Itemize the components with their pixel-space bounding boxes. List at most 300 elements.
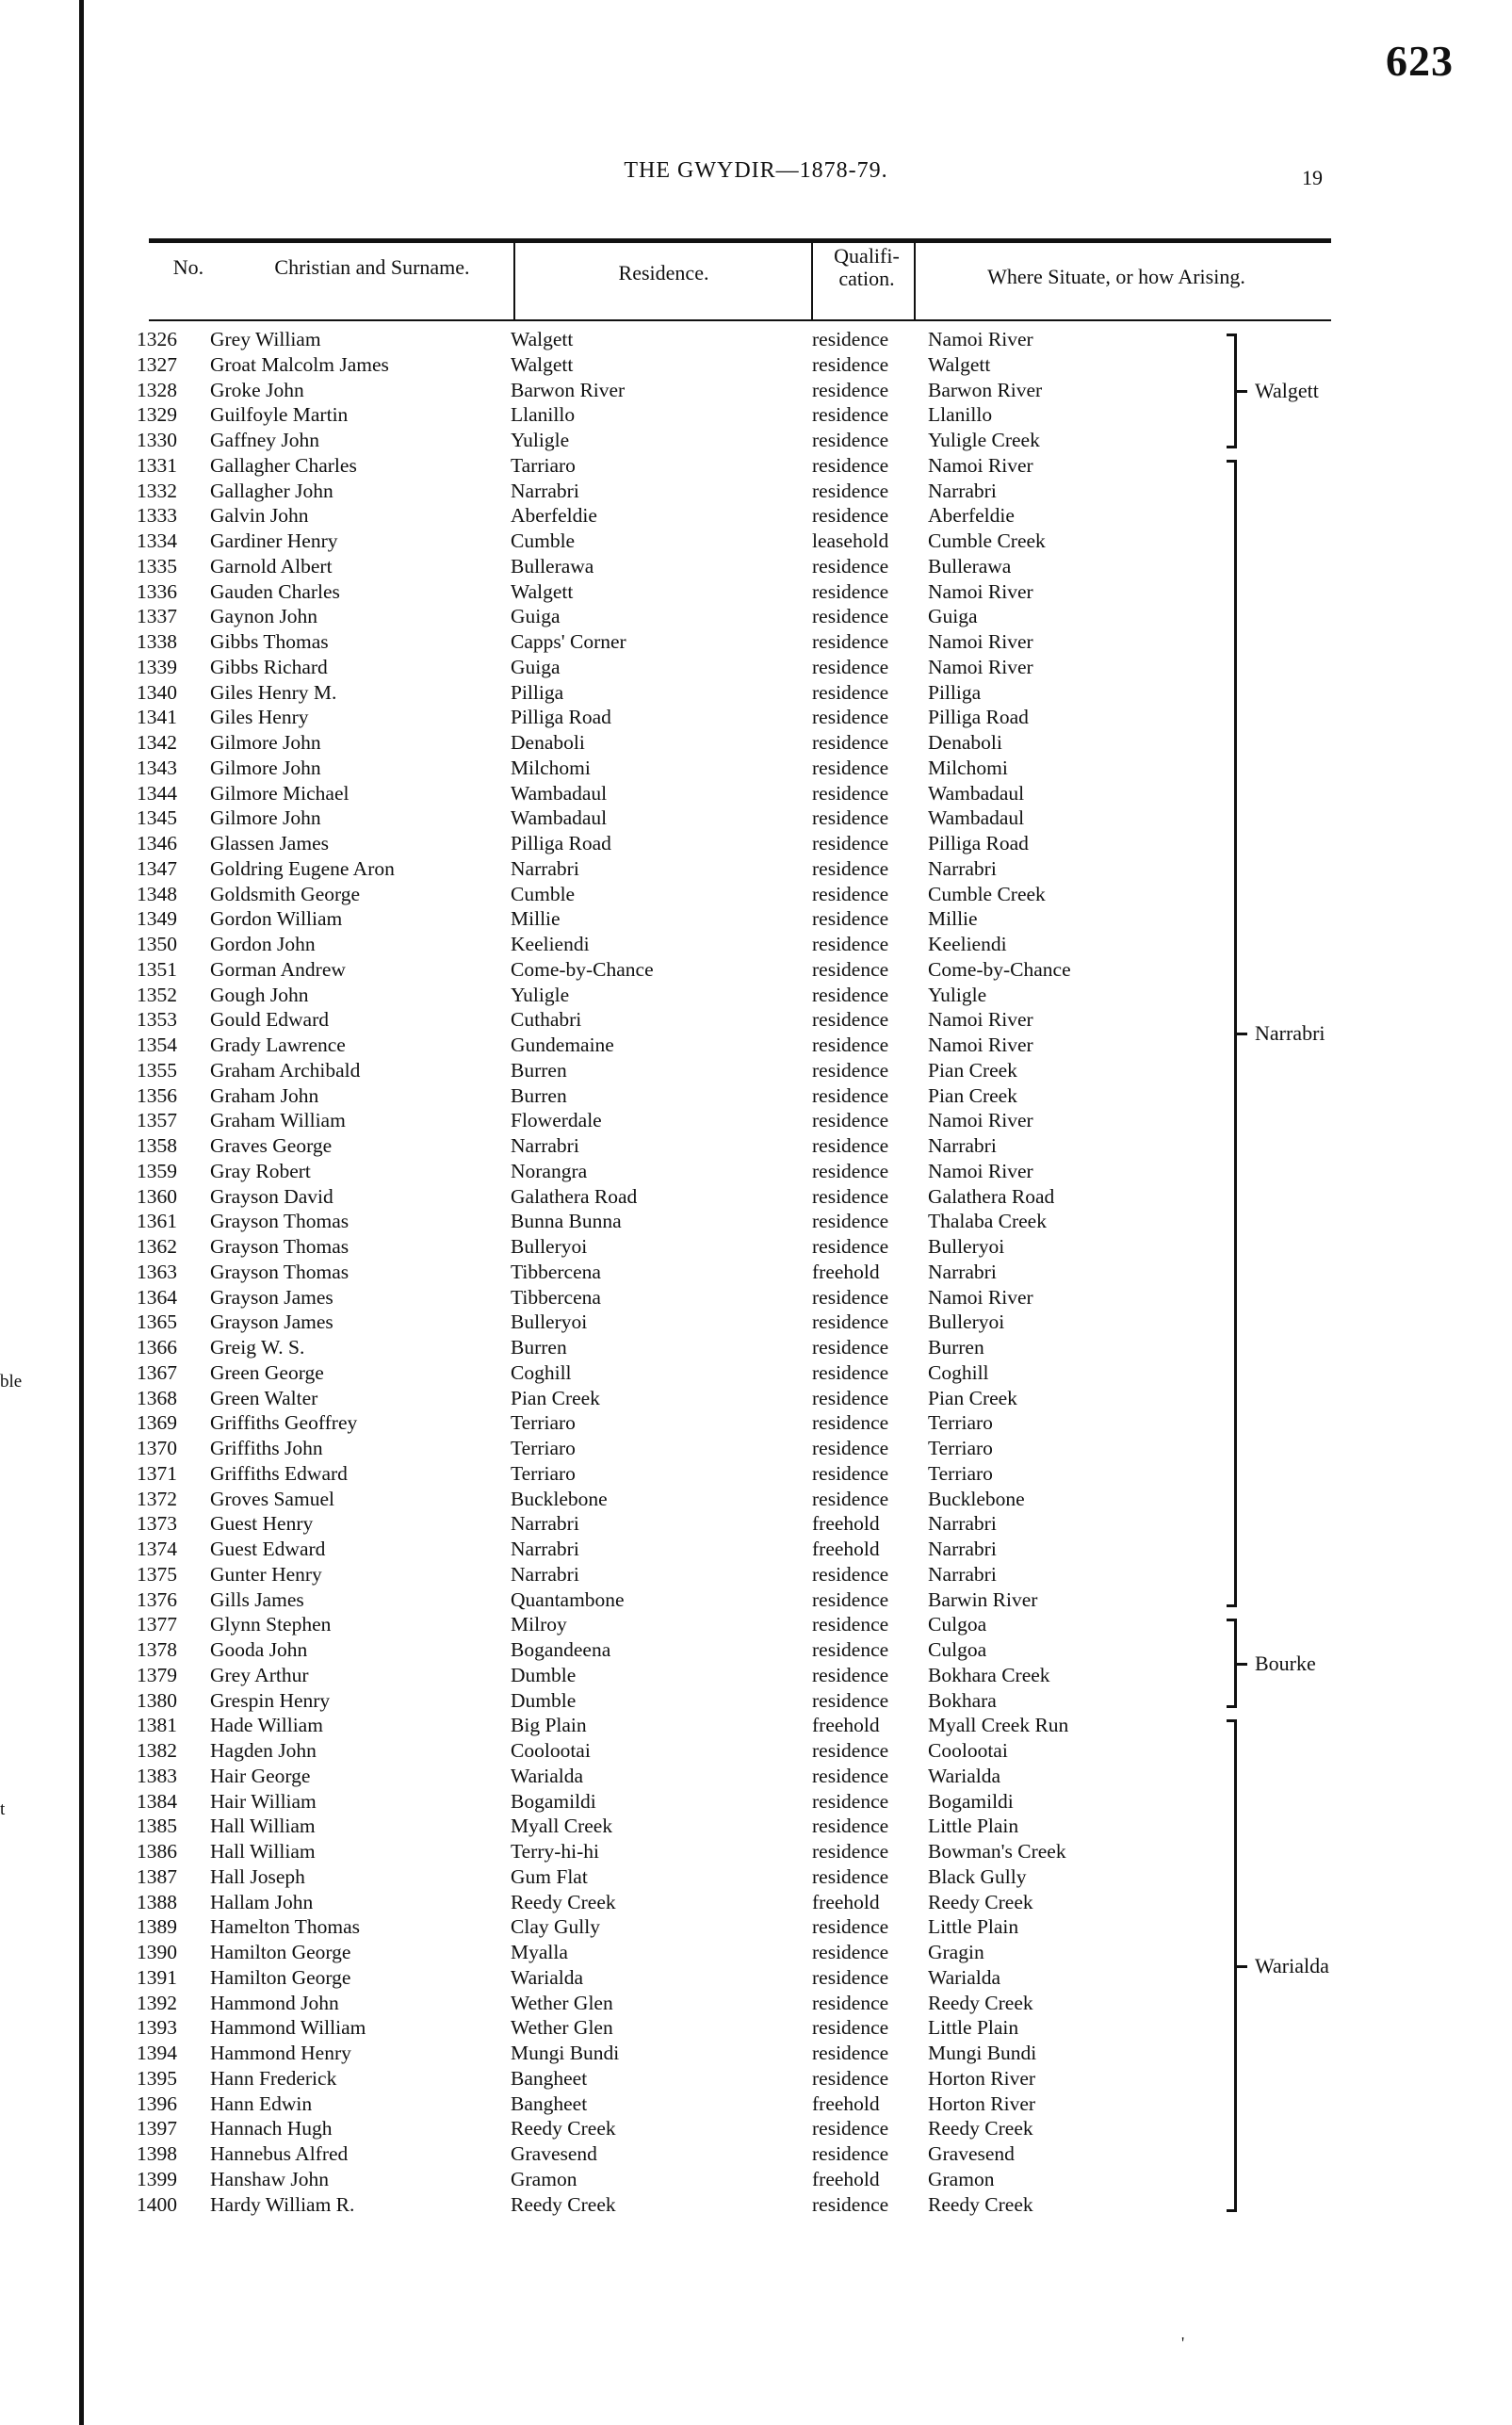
- entry-number: 1327: [137, 352, 177, 376]
- entry-number: 1329: [137, 403, 177, 427]
- entry-qualification: residence: [812, 2066, 889, 2090]
- entry-number: 1366: [137, 1336, 177, 1359]
- table-row: [0, 1486, 1512, 1511]
- entry-where: Pian Creek: [928, 1058, 1017, 1082]
- entry-qualification: residence: [812, 403, 889, 427]
- entry-qualification: residence: [812, 1840, 889, 1863]
- table-row: [0, 931, 1512, 956]
- entry-residence: Capps' Corner: [511, 630, 626, 653]
- entry-number: 1399: [137, 2167, 177, 2190]
- entry-number: 1376: [137, 1587, 177, 1611]
- entry-where: Namoi River: [928, 1008, 1033, 1032]
- entry-residence: Milchomi: [511, 756, 591, 779]
- entry-residence: Burren: [511, 1083, 567, 1107]
- entry-number: 1386: [137, 1840, 177, 1863]
- entry-residence: Terriaro: [511, 1461, 576, 1485]
- entry-residence: Narrabri: [511, 1512, 579, 1536]
- entry-where: Namoi River: [928, 1285, 1033, 1309]
- entry-residence: Walgett: [511, 328, 574, 350]
- entry-qualification: residence: [812, 2192, 889, 2216]
- entry-qualification: residence: [812, 1033, 889, 1056]
- entry-where: Black Gully: [928, 1864, 1027, 1888]
- entry-qualification: residence: [812, 1487, 889, 1510]
- entry-where: Keeliendi: [928, 933, 1007, 955]
- table-row: [0, 679, 1512, 705]
- table-row: [0, 578, 1512, 604]
- entry-number: 1349: [137, 907, 177, 931]
- entry-where: Namoi River: [928, 579, 1033, 603]
- entry-name: Grayson Thomas: [210, 1235, 350, 1258]
- entry-residence: Reedy Creek: [511, 1890, 616, 1913]
- district-label: Narrabri: [1255, 1021, 1325, 1045]
- entry-name: Grey Arthur: [210, 1663, 309, 1686]
- entry-name: Groat Malcolm James: [210, 352, 389, 376]
- entry-residence: Narrabri: [511, 479, 579, 502]
- entry-name: Groke John: [210, 378, 304, 401]
- entry-number: 1357: [137, 1109, 177, 1132]
- entry-number: 1343: [137, 756, 177, 779]
- table-top-rule: [149, 238, 1331, 243]
- entry-where: Narrabri: [928, 1538, 997, 1560]
- entry-where: Milchomi: [928, 756, 1008, 779]
- entry-number: 1356: [137, 1083, 177, 1107]
- entry-residence: Cuthabri: [511, 1008, 582, 1032]
- entry-name: Gibbs Richard: [210, 655, 328, 678]
- entry-name: Giles Henry M.: [210, 680, 337, 704]
- entry-name: Gilmore John: [210, 756, 321, 779]
- entry-qualification: residence: [812, 1159, 889, 1182]
- table-row: [0, 729, 1512, 755]
- entry-name: Griffiths Geoffrey: [210, 1411, 358, 1435]
- entry-residence: Bulleryoi: [511, 1310, 588, 1334]
- entry-where: Barwon River: [928, 378, 1043, 401]
- district-label: Bourke: [1255, 1651, 1316, 1675]
- entry-qualification: residence: [812, 2142, 889, 2165]
- entry-residence: Gundemaine: [511, 1033, 614, 1056]
- entry-number: 1390: [137, 1941, 177, 1963]
- header-no: No.: [172, 255, 204, 279]
- entry-qualification: residence: [812, 856, 889, 880]
- entry-name: Graham John: [210, 1083, 319, 1107]
- entry-residence: Narrabri: [511, 856, 579, 880]
- table-row: [0, 1259, 1512, 1284]
- entry-qualification: residence: [812, 1764, 889, 1787]
- entry-qualification: residence: [812, 756, 889, 779]
- entry-number: 1360: [137, 1184, 177, 1208]
- entry-where: Gramon: [928, 2167, 995, 2190]
- entry-number: 1328: [137, 378, 177, 401]
- entry-name: Gilmore John: [210, 731, 321, 754]
- entry-number: 1331: [137, 453, 177, 477]
- header-name: Christian and Surname.: [274, 255, 470, 279]
- entry-where: Namoi River: [928, 1159, 1033, 1182]
- entry-residence: Gravesend: [511, 2142, 597, 2165]
- entry-qualification: residence: [812, 1109, 889, 1132]
- entry-where: Wambadaul: [928, 806, 1025, 830]
- entry-number: 1342: [137, 731, 177, 754]
- entry-qualification: residence: [812, 933, 889, 955]
- entry-where: Horton River: [928, 2066, 1036, 2090]
- entry-where: Namoi River: [928, 328, 1033, 350]
- entry-name: Gallagher John: [210, 479, 333, 502]
- table-row: [0, 1385, 1512, 1410]
- entry-number: 1339: [137, 655, 177, 678]
- entry-name: Guest Edward: [210, 1538, 326, 1560]
- entry-qualification: residence: [812, 605, 889, 628]
- brace-point: [1234, 1965, 1247, 1968]
- entry-qualification: residence: [812, 957, 889, 981]
- entry-number: 1378: [137, 1638, 177, 1661]
- entry-where: Walgett: [928, 352, 991, 376]
- entry-number: 1352: [137, 983, 177, 1006]
- entry-number: 1330: [137, 429, 177, 451]
- district-label: Warialda: [1255, 1953, 1329, 1977]
- entry-number: 1382: [137, 1739, 177, 1762]
- district-label: Walgett: [1255, 378, 1319, 402]
- entry-name: Hair William: [210, 1789, 317, 1813]
- entry-name: Hair George: [210, 1764, 311, 1787]
- entry-residence: Gramon: [511, 2167, 577, 2190]
- entry-number: 1355: [137, 1058, 177, 1082]
- entry-residence: Mungi Bundi: [511, 2042, 620, 2064]
- entry-residence: Barwon River: [511, 378, 626, 401]
- entry-residence: Walgett: [511, 579, 574, 603]
- entry-residence: Pilliga Road: [511, 706, 611, 729]
- entry-where: Mungi Bundi: [928, 2042, 1037, 2064]
- entry-residence: Reedy Creek: [511, 2117, 616, 2140]
- entry-name: Hann Frederick: [210, 2066, 337, 2090]
- entry-residence: Narrabri: [511, 1562, 579, 1586]
- entry-where: Horton River: [928, 2091, 1036, 2115]
- entry-where: Aberfeldie: [928, 504, 1015, 528]
- table-row: [0, 553, 1512, 578]
- entry-name: Hamilton George: [210, 1941, 351, 1963]
- entry-qualification: residence: [812, 1688, 889, 1712]
- entry-number: 1361: [137, 1210, 177, 1233]
- table-row: [0, 755, 1512, 780]
- entry-residence: Big Plain: [511, 1714, 587, 1737]
- entry-residence: Coolootai: [511, 1739, 591, 1762]
- entry-number: 1388: [137, 1890, 177, 1913]
- entry-name: Gauden Charles: [210, 579, 340, 603]
- entry-where: Bokhara Creek: [928, 1663, 1050, 1686]
- entry-name: Griffiths John: [210, 1437, 323, 1459]
- entry-name: Hagden John: [210, 1739, 317, 1762]
- entry-where: Myall Creek Run: [928, 1714, 1069, 1737]
- entry-where: Culgoa: [928, 1613, 987, 1636]
- entry-qualification: residence: [812, 1864, 889, 1888]
- entry-qualification: residence: [812, 1235, 889, 1258]
- entry-where: Pilliga Road: [928, 832, 1029, 854]
- entry-qualification: residence: [812, 1941, 889, 1963]
- entry-where: Reedy Creek: [928, 1991, 1033, 2014]
- brace-end: [1227, 334, 1237, 336]
- table-row: [0, 881, 1512, 906]
- entry-qualification: residence: [812, 1562, 889, 1586]
- entry-qualification: residence: [812, 1058, 889, 1082]
- entry-number: 1375: [137, 1562, 177, 1586]
- entry-name: Glassen James: [210, 832, 329, 854]
- table-row: [0, 1284, 1512, 1310]
- table-row: [0, 2191, 1512, 2217]
- entry-residence: Tibbercena: [511, 1285, 601, 1309]
- entry-number: 1344: [137, 781, 177, 805]
- entry-where: Denaboli: [928, 731, 1002, 754]
- entry-name: Hammond John: [210, 1991, 339, 2014]
- header-residence: Residence.: [618, 261, 709, 285]
- table-row: [0, 1082, 1512, 1108]
- brace-point: [1234, 390, 1247, 393]
- entry-residence: Bullerawa: [511, 554, 594, 578]
- column-divider: [811, 238, 813, 321]
- entry-number: 1364: [137, 1285, 177, 1309]
- entry-name: Hade William: [210, 1714, 323, 1737]
- entry-qualification: freehold: [812, 1538, 880, 1560]
- entry-where: Reedy Creek: [928, 2192, 1033, 2216]
- entry-qualification: freehold: [812, 1890, 880, 1913]
- entry-qualification: residence: [812, 554, 889, 578]
- entry-name: Gorman Andrew: [210, 957, 346, 981]
- table-row: [0, 528, 1512, 553]
- entry-number: 1396: [137, 2091, 177, 2115]
- table-row: [0, 2115, 1512, 2140]
- entry-qualification: residence: [812, 630, 889, 653]
- entry-where: Namoi River: [928, 453, 1033, 477]
- entry-qualification: freehold: [812, 1714, 880, 1737]
- entry-residence: Clay Gully: [511, 1915, 600, 1939]
- entry-name: Graham William: [210, 1109, 346, 1132]
- entry-residence: Guiga: [511, 655, 561, 678]
- entry-residence: Guiga: [511, 605, 561, 628]
- entry-residence: Burren: [511, 1336, 567, 1359]
- entry-name: Grayson Thomas: [210, 1260, 350, 1283]
- entry-residence: Narrabri: [511, 1134, 579, 1157]
- entry-residence: Reedy Creek: [511, 2192, 616, 2216]
- entry-number: 1377: [137, 1613, 177, 1636]
- entry-where: Little Plain: [928, 1815, 1019, 1838]
- entry-qualification: residence: [812, 1663, 889, 1686]
- entry-residence: Gum Flat: [511, 1864, 588, 1888]
- entry-where: Gragin: [928, 1941, 984, 1963]
- table-row: [0, 2065, 1512, 2091]
- entry-where: Coolootai: [928, 1739, 1008, 1762]
- entry-residence: Aberfeldie: [511, 504, 597, 528]
- entry-name: Greig W. S.: [210, 1336, 305, 1359]
- entry-qualification: residence: [812, 1815, 889, 1838]
- entry-residence: Warialda: [511, 1965, 584, 1989]
- table-row: [0, 1510, 1512, 1536]
- entry-residence: Bulleryoi: [511, 1235, 588, 1258]
- table-row: [0, 603, 1512, 628]
- table-row: [0, 982, 1512, 1007]
- entry-name: Gunter Henry: [210, 1562, 322, 1586]
- entry-residence: Coghill: [511, 1360, 572, 1384]
- entry-name: Groves Samuel: [210, 1487, 334, 1510]
- entry-number: 1351: [137, 957, 177, 981]
- entry-where: Narrabri: [928, 1260, 997, 1283]
- entry-qualification: residence: [812, 453, 889, 477]
- table-row: [0, 1561, 1512, 1587]
- table-row: [0, 401, 1512, 427]
- table-row: [0, 1409, 1512, 1435]
- entry-where: Llanillo: [928, 403, 993, 427]
- entry-number: 1333: [137, 504, 177, 528]
- table-row: [0, 1737, 1512, 1763]
- entry-where: Little Plain: [928, 2016, 1019, 2040]
- entry-qualification: residence: [812, 1965, 889, 1989]
- table-row: [0, 1132, 1512, 1158]
- entry-qualification: residence: [812, 1461, 889, 1485]
- table-row: [0, 326, 1512, 351]
- entry-where: Bowman's Creek: [928, 1840, 1066, 1863]
- table-header-rule: [149, 319, 1331, 321]
- entry-name: Hammond Henry: [210, 2042, 351, 2064]
- table-row: [0, 1183, 1512, 1209]
- entry-residence: Tarriaro: [511, 453, 576, 477]
- entry-qualification: residence: [812, 2117, 889, 2140]
- entry-number: 1397: [137, 2117, 177, 2140]
- entry-number: 1354: [137, 1033, 177, 1056]
- table-row: [0, 855, 1512, 881]
- entry-where: Gravesend: [928, 2142, 1015, 2165]
- entry-where: Warialda: [928, 1965, 1001, 1989]
- entry-residence: Bogandeena: [511, 1638, 611, 1661]
- entry-residence: Wether Glen: [511, 2016, 613, 2040]
- table-row: [0, 1712, 1512, 1737]
- entry-residence: Galathera Road: [511, 1184, 638, 1208]
- entry-where: Bulleryoi: [928, 1310, 1005, 1334]
- entry-where: Bokhara: [928, 1688, 997, 1712]
- entry-residence: Wether Glen: [511, 1991, 613, 2014]
- entry-where: Narrabri: [928, 1134, 997, 1157]
- entry-where: Terriaro: [928, 1437, 993, 1459]
- brace-end: [1227, 446, 1237, 448]
- entry-name: Hallam John: [210, 1890, 314, 1913]
- entry-where: Bullerawa: [928, 554, 1012, 578]
- entry-number: 1393: [137, 2016, 177, 2040]
- table-row: [0, 805, 1512, 830]
- table-row: [0, 1838, 1512, 1864]
- sheet-number: 19: [1302, 166, 1323, 189]
- entry-residence: Cumble: [511, 529, 576, 552]
- entry-where: Pilliga Road: [928, 706, 1029, 729]
- entry-name: Gilmore Michael: [210, 781, 350, 805]
- entry-name: Gordon John: [210, 933, 316, 955]
- entry-name: Gardiner Henry: [210, 529, 338, 552]
- entry-qualification: residence: [812, 1210, 889, 1233]
- entry-qualification: residence: [812, 1411, 889, 1435]
- entry-number: 1385: [137, 1815, 177, 1838]
- table-row: [0, 704, 1512, 729]
- table-row: [0, 1057, 1512, 1082]
- entry-where: Reedy Creek: [928, 1890, 1033, 1913]
- entry-residence: Terriaro: [511, 1411, 576, 1435]
- entry-where: Namoi River: [928, 1033, 1033, 1056]
- electors-list: [0, 326, 1512, 2216]
- entry-residence: Cumble: [511, 882, 576, 905]
- entry-name: Gibbs Thomas: [210, 630, 329, 653]
- brace-end: [1227, 1719, 1237, 1722]
- entry-where: Yuligle Creek: [928, 429, 1040, 451]
- entry-qualification: residence: [812, 2042, 889, 2064]
- entry-name: Hanshaw John: [210, 2167, 329, 2190]
- entry-where: Bogamildi: [928, 1789, 1014, 1813]
- entry-residence: Pilliga: [511, 680, 564, 704]
- entry-number: 1367: [137, 1360, 177, 1384]
- entry-residence: Dumble: [511, 1663, 577, 1686]
- entry-qualification: residence: [812, 1739, 889, 1762]
- entry-name: Gooda John: [210, 1638, 308, 1661]
- table-row: [0, 351, 1512, 377]
- entry-where: Pian Creek: [928, 1083, 1017, 1107]
- entry-number: 1341: [137, 706, 177, 729]
- table-row: [0, 2040, 1512, 2065]
- entry-residence: Wambadaul: [511, 806, 608, 830]
- entry-qualification: residence: [812, 479, 889, 502]
- table-row: [0, 1233, 1512, 1259]
- entry-name: Grey William: [210, 328, 321, 350]
- entry-where: Terriaro: [928, 1461, 993, 1485]
- entry-number: 1353: [137, 1008, 177, 1032]
- table-row: [0, 1913, 1512, 1939]
- entry-residence: Yuligle: [511, 429, 570, 451]
- entry-qualification: residence: [812, 1437, 889, 1459]
- brace-end: [1227, 1619, 1237, 1621]
- entry-name: Green George: [210, 1360, 324, 1384]
- header-qualification-line: cation.: [838, 267, 895, 290]
- entry-number: 1395: [137, 2066, 177, 2090]
- entry-number: 1381: [137, 1714, 177, 1737]
- entry-name: Gaffney John: [210, 429, 320, 451]
- entry-name: Grayson James: [210, 1285, 333, 1309]
- entry-number: 1337: [137, 605, 177, 628]
- entry-number: 1365: [137, 1310, 177, 1334]
- table-row: [0, 830, 1512, 855]
- entry-residence: Wambadaul: [511, 781, 608, 805]
- running-head: THE GWYDIR—1878-79.: [624, 158, 888, 183]
- table-row: [0, 1435, 1512, 1460]
- table-row: [0, 905, 1512, 931]
- entry-qualification: residence: [812, 429, 889, 451]
- entry-residence: Myalla: [511, 1941, 568, 1963]
- entry-residence: Myall Creek: [511, 1815, 613, 1838]
- entry-residence: Bunna Bunna: [511, 1210, 622, 1233]
- brace-end: [1227, 460, 1237, 463]
- entry-name: Hann Edwin: [210, 2091, 313, 2115]
- entry-qualification: residence: [812, 655, 889, 678]
- entry-number: 1387: [137, 1864, 177, 1888]
- table-row: [0, 628, 1512, 654]
- entry-where: Pian Creek: [928, 1386, 1017, 1409]
- entry-qualification: residence: [812, 2016, 889, 2040]
- entry-name: Grespin Henry: [210, 1688, 331, 1712]
- table-row: [0, 1990, 1512, 2015]
- header-qualification: [821, 245, 912, 290]
- entry-qualification: freehold: [812, 2091, 880, 2115]
- entry-where: Reedy Creek: [928, 2117, 1033, 2140]
- entry-where: Namoi River: [928, 1109, 1033, 1132]
- table-row: [0, 1158, 1512, 1183]
- entry-residence: Norangra: [511, 1159, 588, 1182]
- brace-end: [1227, 1705, 1237, 1708]
- entry-name: Galvin John: [210, 504, 309, 528]
- entry-where: Burren: [928, 1336, 984, 1359]
- entry-number: 1380: [137, 1688, 177, 1712]
- table-row: [0, 478, 1512, 503]
- header-where: Where Situate, or how Arising.: [987, 265, 1245, 288]
- table-row: [0, 1813, 1512, 1838]
- entry-number: 1338: [137, 630, 177, 653]
